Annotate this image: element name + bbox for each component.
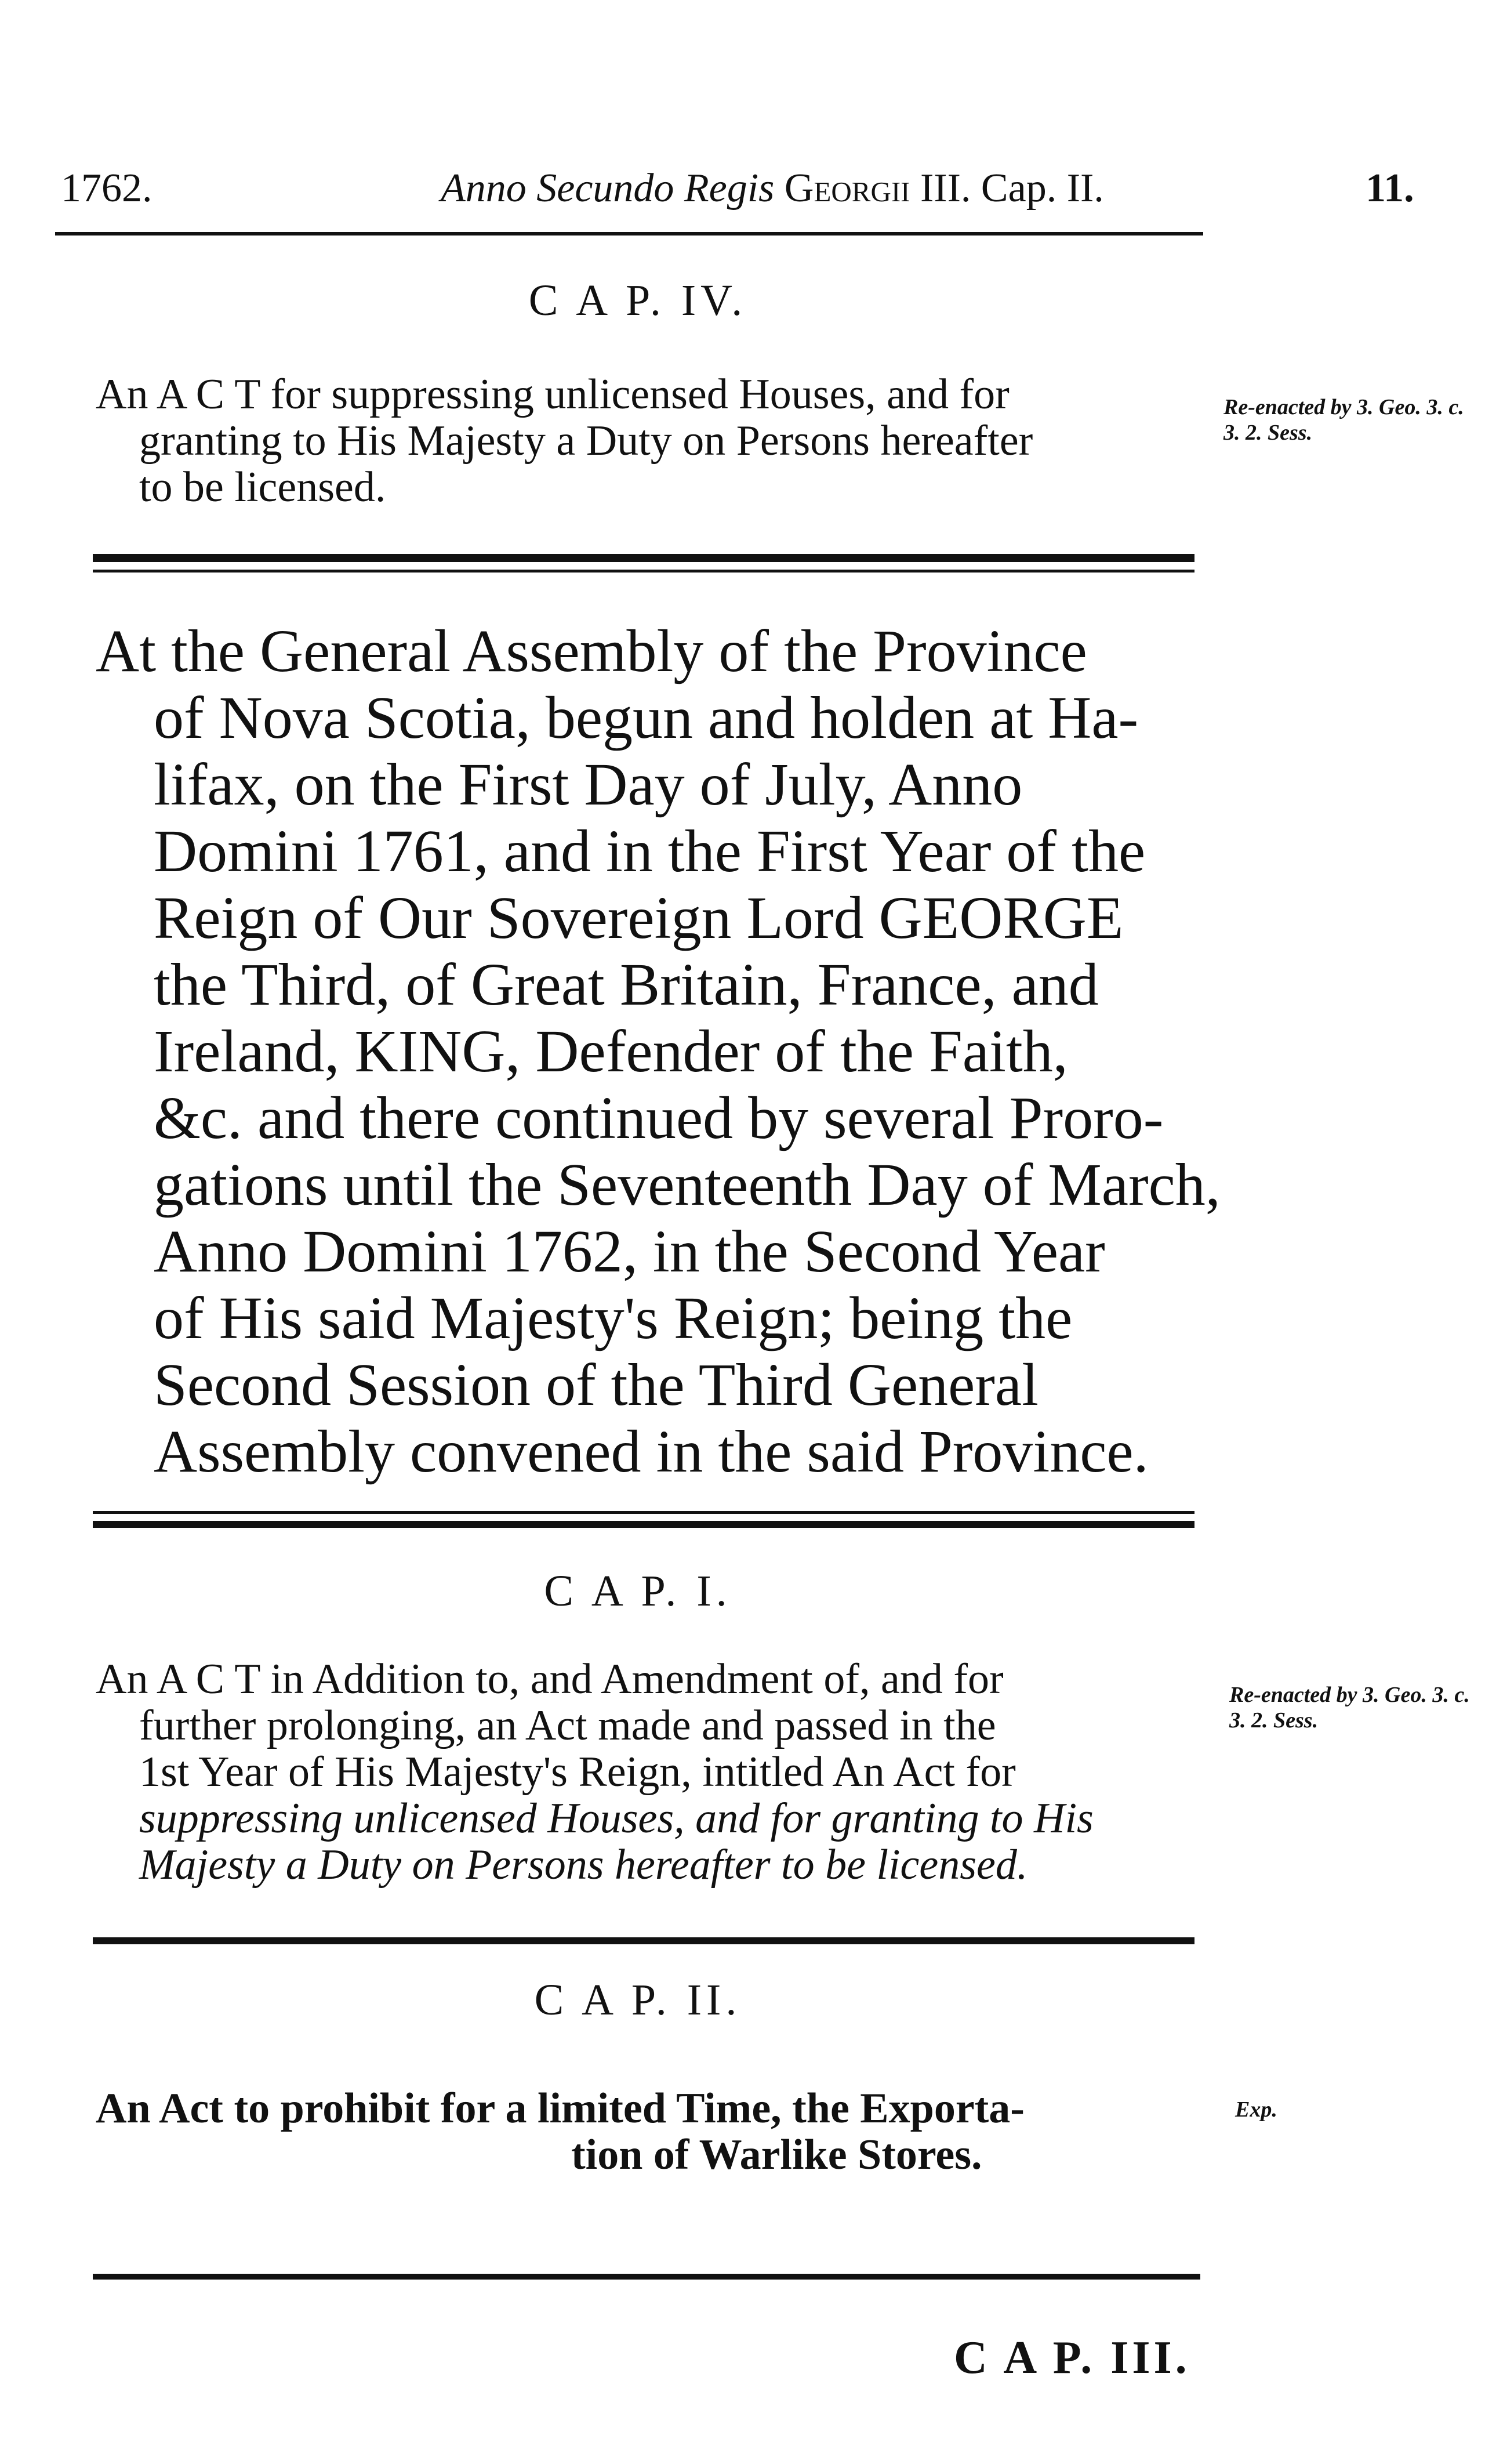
- cap-i-margin-note: Re-enacted by 3. Geo. 3. c. 3. 2. Sess.: [1229, 1683, 1470, 1733]
- preamble-line-7: Ireland, KING, Defender of the Faith,: [154, 1018, 1068, 1085]
- session-preamble: [96, 618, 1221, 1485]
- preamble-line-13: Assembly convened in the said Province.: [154, 1418, 1149, 1485]
- preamble-line-6: the Third, of Great Britain, France, and: [154, 951, 1099, 1018]
- cap-ii-rule: [93, 2274, 1200, 2280]
- preamble-line-2: of Nova Scotia, begun and holden at Ha-: [154, 684, 1139, 751]
- cap-i-line-5: Majesty a Duty on Persons hereafter to be licensed.: [139, 1841, 1028, 1889]
- cap-ii-line-2: tion of Warlike Stores.: [571, 2131, 982, 2179]
- cap-i-text: [96, 1656, 1226, 1888]
- running-head-cap: III. Cap. II.: [920, 166, 1104, 211]
- cap-i-rule: [93, 1937, 1194, 1944]
- preamble-line-12: Second Session of the Third General: [154, 1351, 1039, 1418]
- catchword: C A P. III.: [954, 2332, 1190, 2383]
- cap-iv-line-3: to be licensed.: [139, 463, 386, 511]
- double-rule-bottom: [93, 570, 1194, 572]
- cap-ii-heading: C A P. II.: [534, 1976, 742, 2024]
- preamble-line-5: Reign of Our Sovereign Lord GEORGE: [154, 885, 1124, 951]
- preamble-rule-bottom: [93, 1521, 1194, 1528]
- preamble-line-11: of His said Majesty's Reign; being the: [154, 1285, 1073, 1351]
- cap-iv-heading: C A P. IV.: [528, 276, 747, 325]
- preamble-rule-top: [93, 1511, 1194, 1514]
- running-head-year: 1762.: [61, 166, 153, 211]
- page-number: 11.: [1366, 166, 1414, 211]
- cap-iv-line-2: granting to His Majesty a Duty on Persons hereafter: [139, 417, 1033, 465]
- preamble-line-3: lifax, on the First Day of July, Anno: [154, 751, 1023, 818]
- cap-i-line-1: An A C T in Addition to, and Amendment of, and for: [96, 1655, 1004, 1703]
- double-rule-top: [93, 554, 1194, 562]
- cap-i-line-4: suppressing unlicensed Houses, and for granting to His: [139, 1795, 1094, 1842]
- cap-ii-line-1: An Act to prohibit for a limited Time, the Exporta-: [96, 2085, 1025, 2132]
- header-rule: [55, 232, 1203, 235]
- preamble-line-1: At the General Assembly of the Province: [96, 618, 1087, 684]
- cap-iv-line-1: An A C T for suppressing unlicensed Houses, and for: [96, 371, 1010, 418]
- preamble-line-10: Anno Domini 1762, in the Second Year: [154, 1218, 1105, 1285]
- preamble-line-4: Domini 1761, and in the First Year of the: [154, 818, 1146, 885]
- preamble-line-9: gations until the Seventeenth Day of March,: [154, 1151, 1221, 1218]
- cap-ii-text: [96, 2085, 1226, 2178]
- cap-i-line-2: further prolonging, an Act made and passed in the: [139, 1702, 996, 1749]
- running-head-title: [441, 165, 1104, 212]
- cap-ii-margin-note: Exp.: [1235, 2097, 1277, 2122]
- cap-iv-margin-note: Re-enacted by 3. Geo. 3. c. 3. 2. Sess.: [1223, 395, 1464, 445]
- cap-iv-text: [96, 371, 1226, 510]
- running-head-king: Georgii: [784, 166, 910, 211]
- cap-i-line-3: 1st Year of His Majesty's Reign, intitled An Act for: [139, 1748, 1016, 1796]
- cap-i-heading: C A P. I.: [544, 1567, 732, 1615]
- preamble-line-8: &c. and there continued by several Proro-: [154, 1085, 1164, 1151]
- running-head-title-italic: Anno Secundo Regis: [441, 166, 775, 211]
